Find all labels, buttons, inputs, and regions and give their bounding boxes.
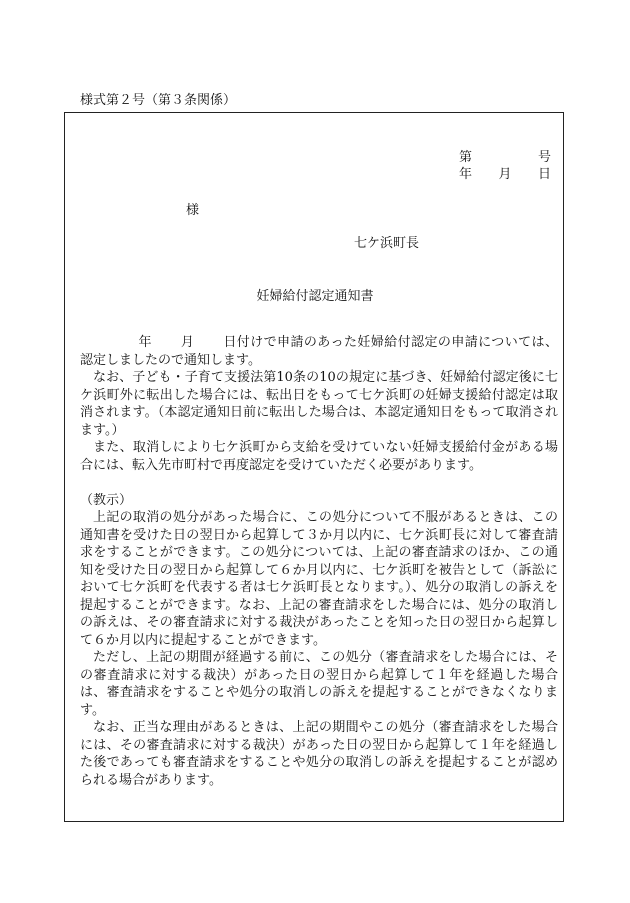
body-paragraph: なお、子ども・子育て支援法第10条の10の規定に基づき、妊婦給付認定後に七ケ浜町外に転出した場合には、転出日をもって七ケ浜町の妊婦支援給付認定は取消されます。（本認定通知日前に転出した場合は、本認定通知日をもって取消されます。）	[80, 370, 558, 438]
recipient-honorific: 様	[186, 203, 200, 218]
intro-month-label: 月	[180, 335, 195, 350]
intro-year-label: 年	[138, 335, 152, 350]
notice-paragraph: ただし、上記の期間が経過する前に、この処分（審査請求をした場合には、その審査請求に対する裁決）があった日の翌日から起算して１年を経過した場合は、審査請求をすることや処分の取消しの訴えを提起することができなくなります。	[80, 650, 558, 718]
date-year-label: 年	[459, 167, 473, 182]
form-number-label: 様式第２号（第３条関係）	[80, 93, 237, 108]
document-date-line	[459, 166, 551, 184]
notice-paragraph: 上記の取消の処分があった場合に、この処分について不服があるときは、この通知書を受けた日の翌日から起算して３か月以内に、七ケ浜町長に対して審査請求をすることができます。この処分については、上記の審査請求のほか、この通知を受けた日の翌日から起算して６か月以内に、七ケ浜町を被告として（訴訟において七ケ浜町を代表する者は七ケ浜町長となります。）、処分の取消しの訴えを提起することができます。なお、上記の審査請求をした場合には、処分の取消しの訴えは、その審査請求に対する裁決があったことを知った日の翌日から起算して６か月以内に提起することができます。	[80, 510, 558, 648]
document-number-suffix: 号	[537, 150, 551, 165]
notice-document-frame	[64, 112, 564, 822]
document-body	[80, 334, 558, 789]
date-month-label: 月	[498, 167, 512, 182]
notice-heading: （教示）	[80, 492, 133, 508]
document-number-prefix: 第	[459, 150, 473, 165]
intro-paragraph	[80, 334, 558, 369]
document-title: 妊婦給付認定通知書	[256, 289, 374, 304]
intro-text: 日付けで申請のあった妊婦給付認定の申請については、認定しましたので通知します。	[80, 335, 558, 368]
date-day-label: 日	[537, 167, 551, 182]
notice-paragraph: なお、正当な理由があるときは、上記の期間やこの処分（審査請求をした場合には、その審査請求に対する裁決）があった日の翌日から起算して１年を経過した後であっても審査請求をすることや処分の取消しの訴えを提起することが認められる場合があります。	[80, 720, 558, 788]
body-paragraph: また、取消しにより七ケ浜町から支給を受けていない妊婦支援給付金がある場合には、転入先市町村で再度認定を受けていただく必要があります。	[80, 440, 558, 473]
sender-name: 七ケ浜町長	[354, 236, 420, 251]
document-number-line	[459, 149, 551, 167]
